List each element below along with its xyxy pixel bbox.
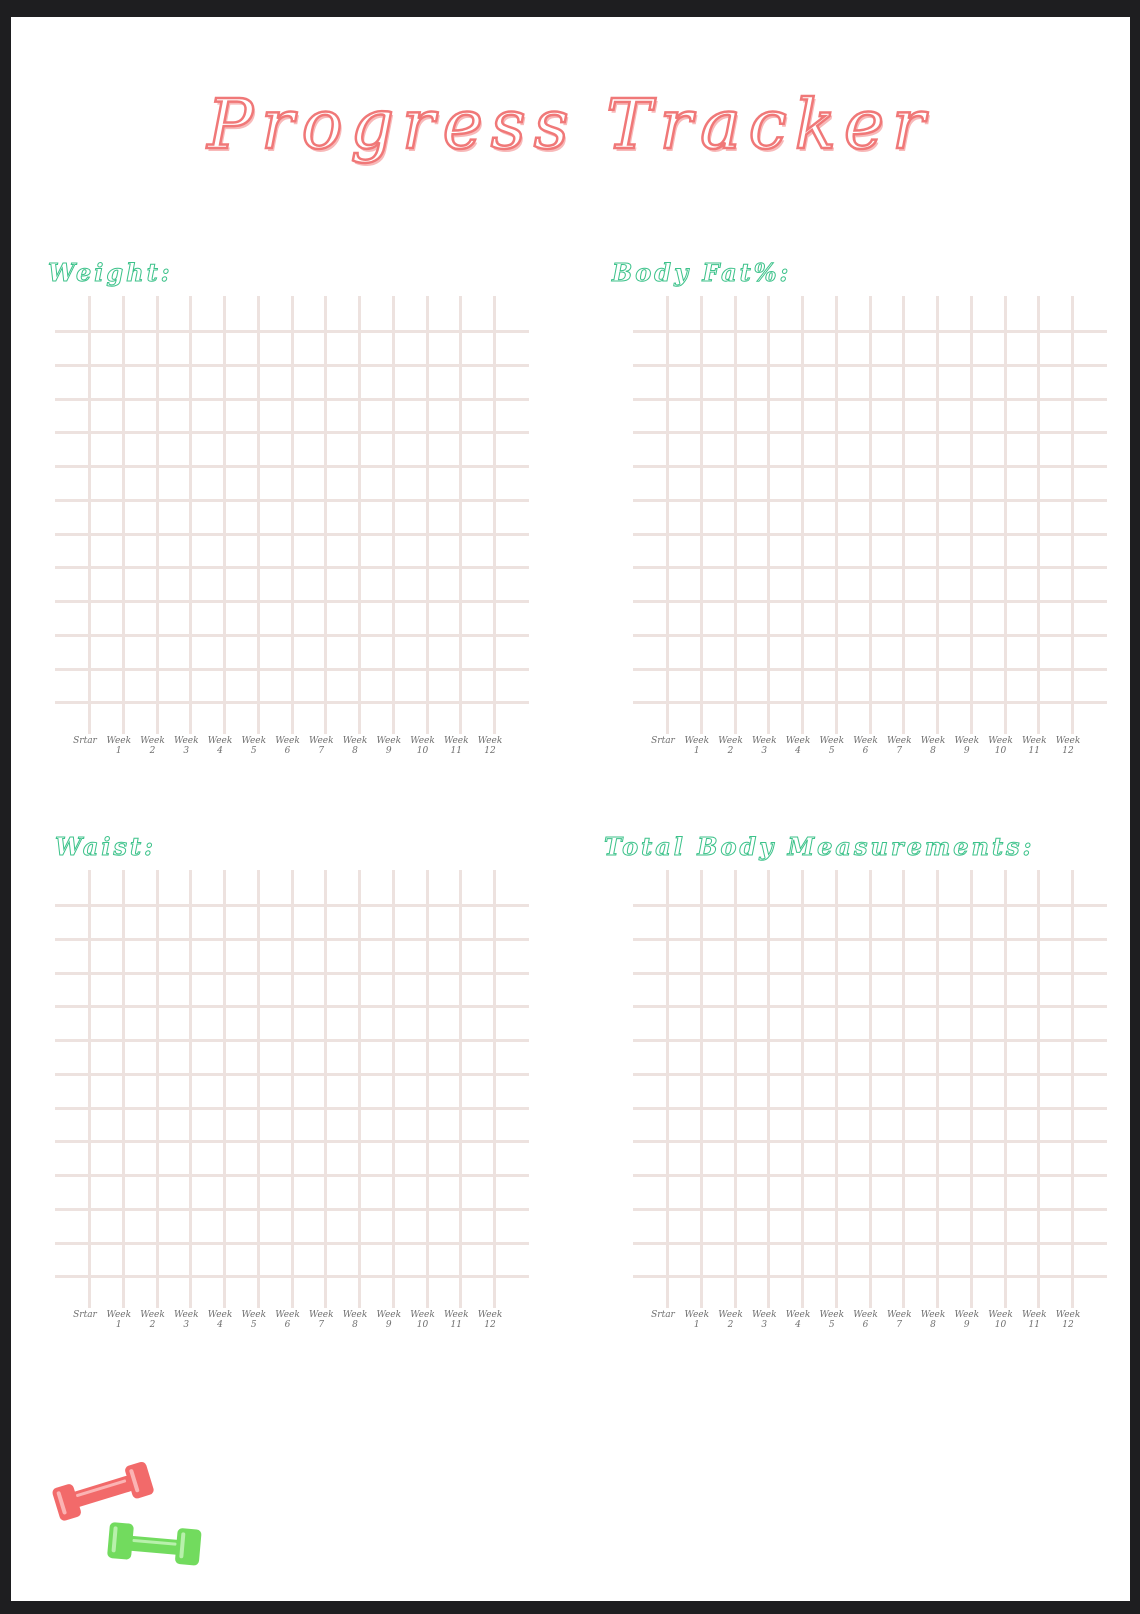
body-fat-grid-vline [835, 296, 838, 734]
xlabel-line1: Week [684, 736, 710, 746]
weight-grid [55, 296, 529, 734]
total-measurements-grid-xlabel [1053, 1310, 1083, 1330]
xlabel-line1: Week [376, 1310, 402, 1320]
total-measurements-grid-vline [1037, 870, 1040, 1308]
total-measurements-grid-vline [902, 870, 905, 1308]
total-measurements-grid-vline [970, 870, 973, 1308]
total-measurements-grid-xlabel [851, 1310, 881, 1330]
total-measurements-grid-xlabel [682, 1310, 712, 1330]
xlabel-line2: 12 [484, 1320, 496, 1330]
waist-grid-vline [324, 870, 327, 1308]
xlabel-line1: Week [785, 1310, 811, 1320]
xlabel-line2: 7 [318, 746, 325, 756]
xlabel-line1: Week [1055, 1310, 1081, 1320]
xlabel-line1: Week [819, 736, 845, 746]
xlabel-line1: Week [140, 1310, 165, 1320]
xlabel-line1: Week [140, 736, 165, 746]
weight-grid-vline [324, 296, 327, 734]
xlabel-line2: 1 [115, 746, 122, 756]
xlabel-line2: 9 [385, 746, 392, 756]
total-measurements-grid-vline [767, 870, 770, 1308]
xlabel-line2: 3 [183, 746, 190, 756]
xlabel-line2: 10 [994, 1320, 1007, 1330]
weight-grid-xlabel [138, 736, 168, 756]
xlabel-line2: 12 [484, 746, 496, 756]
xlabel-line2: 4 [795, 1320, 801, 1330]
body-fat-grid-xlabel [783, 736, 813, 756]
xlabel-line2: 2 [727, 746, 734, 756]
body-fat-grid-vline [869, 296, 872, 734]
xlabel-line2: 4 [217, 1320, 223, 1330]
body-fat-grid-vline [1071, 296, 1074, 734]
xlabel-line1: Week [443, 736, 469, 746]
xlabel-line2: 2 [149, 1320, 156, 1330]
xlabel-line1: Week [275, 1310, 300, 1320]
weight-grid-vline [358, 296, 361, 734]
xlabel-line1: Week [819, 1310, 845, 1320]
total-measurements-grid-vline [801, 870, 804, 1308]
weight-grid-vline [493, 296, 496, 734]
xlabel-line1: Week [954, 736, 980, 746]
xlabel-line2: 9 [385, 1320, 392, 1330]
xlabel-line2: 8 [352, 746, 358, 756]
waist-grid-xlabel [306, 1310, 336, 1330]
xlabel-line1: Week [886, 736, 912, 746]
weight-grid-xlabel [306, 736, 336, 756]
waist-grid-vline [392, 870, 395, 1308]
xlabel-line2: 5 [250, 1320, 257, 1330]
body-fat-grid-xlabel [716, 736, 746, 756]
xlabel-line2: 10 [416, 1320, 429, 1330]
body-fat-grid-xlabel [918, 736, 948, 756]
xlabel-line1: Week [275, 736, 300, 746]
total-measurements-grid-xlabel [884, 1310, 914, 1330]
waist-grid-xlabel [441, 1310, 471, 1330]
weight-grid-vline [88, 296, 91, 734]
total-measurements-grid-vline [936, 870, 939, 1308]
xlabel-line2: 8 [352, 1320, 358, 1330]
xlabel-line2: 1 [693, 746, 700, 756]
xlabel-line1: Week [477, 1310, 503, 1320]
xlabel-line1: Week [342, 736, 368, 746]
xlabel-line1: Week [954, 1310, 980, 1320]
weight-grid-xlabel [340, 736, 370, 756]
total-measurements-grid-xlabel [952, 1310, 982, 1330]
total-measurements-grid-xlabel [918, 1310, 948, 1330]
body-fat-grid-vline [902, 296, 905, 734]
xlabel-line2: 11 [450, 746, 462, 756]
waist-grid-vline [122, 870, 125, 1308]
body-fat-grid-vline [1037, 296, 1040, 734]
xlabel-line1: Week [410, 736, 435, 746]
body-fat-grid-xlabel [986, 736, 1016, 756]
body-fat-grid-xlabel [884, 736, 914, 756]
xlabel-line1: Week [477, 736, 503, 746]
weight-grid-xlabel [441, 736, 471, 756]
weight-grid-vline [291, 296, 294, 734]
waist-grid-xlabel [475, 1310, 505, 1330]
xlabel-line2: 11 [1028, 1320, 1040, 1330]
total-measurements-grid-vline [666, 870, 669, 1308]
xlabel-line2: 12 [1062, 1320, 1074, 1330]
xlabel-line1: Week [718, 736, 743, 746]
xlabel-line1: Week [886, 1310, 912, 1320]
xlabel-line1: Srtar [73, 736, 97, 746]
xlabel-line1: Srtar [651, 736, 675, 746]
xlabel-line1: Week [173, 736, 199, 746]
total-measurements-grid-xlabel [817, 1310, 847, 1330]
xlabel-line1: Week [1055, 736, 1081, 746]
weight-grid-vline [426, 296, 429, 734]
weight-grid-vline [257, 296, 260, 734]
weight-grid-xlabel [104, 736, 134, 756]
waist-grid-vline [189, 870, 192, 1308]
body-fat-grid-xlabel [648, 736, 678, 746]
xlabel-line1: Week [1021, 736, 1047, 746]
xlabel-line1: Week [241, 736, 267, 746]
waist-grid-xlabel [374, 1310, 404, 1330]
xlabel-line1: Week [751, 736, 777, 746]
waist-grid-vline [358, 870, 361, 1308]
body-fat-grid-xlabel [1053, 736, 1083, 756]
body-fat-grid-xlabel [952, 736, 982, 756]
xlabel-line2: 6 [862, 1320, 869, 1330]
xlabel-line1: Week [751, 1310, 777, 1320]
xlabel-line2: 4 [217, 746, 223, 756]
xlabel-line1: Week [410, 1310, 435, 1320]
page-title: Progress Tracker [207, 86, 933, 165]
total-measurements-grid-vline [1004, 870, 1007, 1308]
waist-label: Waist: [55, 832, 156, 861]
xlabel-line1: Week [443, 1310, 469, 1320]
waist-grid-vline [426, 870, 429, 1308]
xlabel-line1: Week [988, 736, 1013, 746]
xlabel-line1: Week [376, 736, 402, 746]
xlabel-line2: 1 [693, 1320, 700, 1330]
body-fat-grid-xlabel [817, 736, 847, 756]
xlabel-line2: 9 [963, 746, 970, 756]
body-fat-grid-vline [767, 296, 770, 734]
weight-grid-xlabel [239, 736, 269, 756]
xlabel-line1: Week [988, 1310, 1013, 1320]
xlabel-line1: Week [853, 1310, 878, 1320]
waist-grid-xlabel [340, 1310, 370, 1330]
xlabel-line2: 1 [115, 1320, 122, 1330]
waist-grid-vline [493, 870, 496, 1308]
xlabel-line2: 5 [828, 746, 835, 756]
dumbbell-red-right-weight [124, 1461, 155, 1500]
body-fat-grid-vline [936, 296, 939, 734]
waist-grid-vline [156, 870, 159, 1308]
body-fat-grid-vline [801, 296, 804, 734]
xlabel-line2: 7 [896, 1320, 903, 1330]
waist-grid [55, 870, 529, 1308]
xlabel-line2: 2 [727, 1320, 734, 1330]
xlabel-line1: Week [342, 1310, 368, 1320]
waist-grid-vline [88, 870, 91, 1308]
xlabel-line2: 5 [250, 746, 257, 756]
waist-grid-vline [257, 870, 260, 1308]
tracker-sheet [11, 17, 1130, 1601]
xlabel-line2: 6 [862, 746, 869, 756]
waist-grid-vline [223, 870, 226, 1308]
xlabel-line1: Week [106, 1310, 132, 1320]
waist-grid-xlabel [273, 1310, 303, 1330]
weight-label: Weight: [48, 258, 173, 287]
total-measurements-grid-vline [869, 870, 872, 1308]
body-fat-grid-vline [970, 296, 973, 734]
xlabel-line2: 7 [318, 1320, 325, 1330]
xlabel-line1: Week [853, 736, 878, 746]
xlabel-line2: 8 [930, 746, 936, 756]
weight-grid-xlabel [374, 736, 404, 756]
total-measurements-grid-vline [700, 870, 703, 1308]
total-measurements-grid-vline [1071, 870, 1074, 1308]
xlabel-line1: Week [106, 736, 132, 746]
weight-grid-xlabel [205, 736, 235, 756]
total-measurements-grid-vline [734, 870, 737, 1308]
weight-grid-xlabel [475, 736, 505, 756]
xlabel-line1: Week [173, 1310, 199, 1320]
xlabel-line2: 6 [284, 746, 291, 756]
weight-grid-xlabel [171, 736, 201, 756]
waist-grid-xlabel [171, 1310, 201, 1330]
body-fat-grid-xlabel [851, 736, 881, 756]
xlabel-line2: 7 [896, 746, 903, 756]
waist-grid-xlabel [138, 1310, 168, 1330]
weight-grid-vline [189, 296, 192, 734]
waist-grid-xlabel [205, 1310, 235, 1330]
body-fat-grid-vline [666, 296, 669, 734]
weight-grid-vline [392, 296, 395, 734]
xlabel-line1: Week [207, 736, 233, 746]
xlabel-line1: Week [920, 736, 946, 746]
total-measurements-grid-vline [835, 870, 838, 1308]
body-fat-grid-xlabel [749, 736, 779, 756]
dumbbell-green-right-weight [175, 1528, 202, 1566]
weight-grid-xlabel [408, 736, 438, 756]
waist-grid-xlabel [408, 1310, 438, 1330]
xlabel-line1: Week [920, 1310, 946, 1320]
xlabel-line2: 5 [828, 1320, 835, 1330]
xlabel-line2: 10 [416, 746, 429, 756]
body-fat-grid [633, 296, 1107, 734]
body-fat-grid-vline [700, 296, 703, 734]
xlabel-line2: 6 [284, 1320, 291, 1330]
xlabel-line1: Srtar [73, 1310, 97, 1320]
body-fat-grid-xlabel [1019, 736, 1049, 756]
waist-grid-vline [459, 870, 462, 1308]
xlabel-line2: 11 [450, 1320, 462, 1330]
xlabel-line1: Week [207, 1310, 233, 1320]
xlabel-line1: Week [241, 1310, 267, 1320]
xlabel-line1: Week [718, 1310, 743, 1320]
xlabel-line2: 4 [795, 746, 801, 756]
dumbbell-green-icon [102, 1512, 210, 1584]
total-measurements-label: Total Body Measurements: [604, 832, 1035, 861]
body-fat-grid-vline [1004, 296, 1007, 734]
xlabel-line2: 12 [1062, 746, 1074, 756]
total-measurements-grid-xlabel [783, 1310, 813, 1330]
body-fat-grid-vline [734, 296, 737, 734]
xlabel-line2: 11 [1028, 746, 1040, 756]
xlabel-line2: 3 [761, 1320, 768, 1330]
xlabel-line1: Week [1021, 1310, 1047, 1320]
xlabel-line2: 2 [149, 746, 156, 756]
weight-grid-xlabel [273, 736, 303, 756]
weight-grid-vline [156, 296, 159, 734]
xlabel-line1: Srtar [651, 1310, 675, 1320]
body-fat-grid-xlabel [682, 736, 712, 756]
waist-grid-vline [291, 870, 294, 1308]
weight-grid-xlabel [70, 736, 100, 746]
xlabel-line2: 3 [183, 1320, 190, 1330]
weight-grid-vline [223, 296, 226, 734]
waist-grid-xlabel [70, 1310, 100, 1320]
xlabel-line2: 8 [930, 1320, 936, 1330]
xlabel-line1: Week [684, 1310, 710, 1320]
total-measurements-grid-xlabel [716, 1310, 746, 1330]
body-fat-label: Body Fat%: [612, 258, 792, 287]
xlabel-line2: 10 [994, 746, 1007, 756]
xlabel-line1: Week [785, 736, 811, 746]
xlabel-line1: Week [308, 736, 334, 746]
total-measurements-grid [633, 870, 1107, 1308]
weight-grid-vline [459, 296, 462, 734]
waist-grid-xlabel [239, 1310, 269, 1330]
total-measurements-grid-xlabel [749, 1310, 779, 1330]
xlabel-line2: 9 [963, 1320, 970, 1330]
waist-grid-xlabel [104, 1310, 134, 1330]
total-measurements-grid-xlabel [648, 1310, 678, 1320]
xlabel-line1: Week [308, 1310, 334, 1320]
total-measurements-grid-xlabel [1019, 1310, 1049, 1330]
total-measurements-grid-xlabel [986, 1310, 1016, 1330]
weight-grid-vline [122, 296, 125, 734]
xlabel-line2: 3 [761, 746, 768, 756]
